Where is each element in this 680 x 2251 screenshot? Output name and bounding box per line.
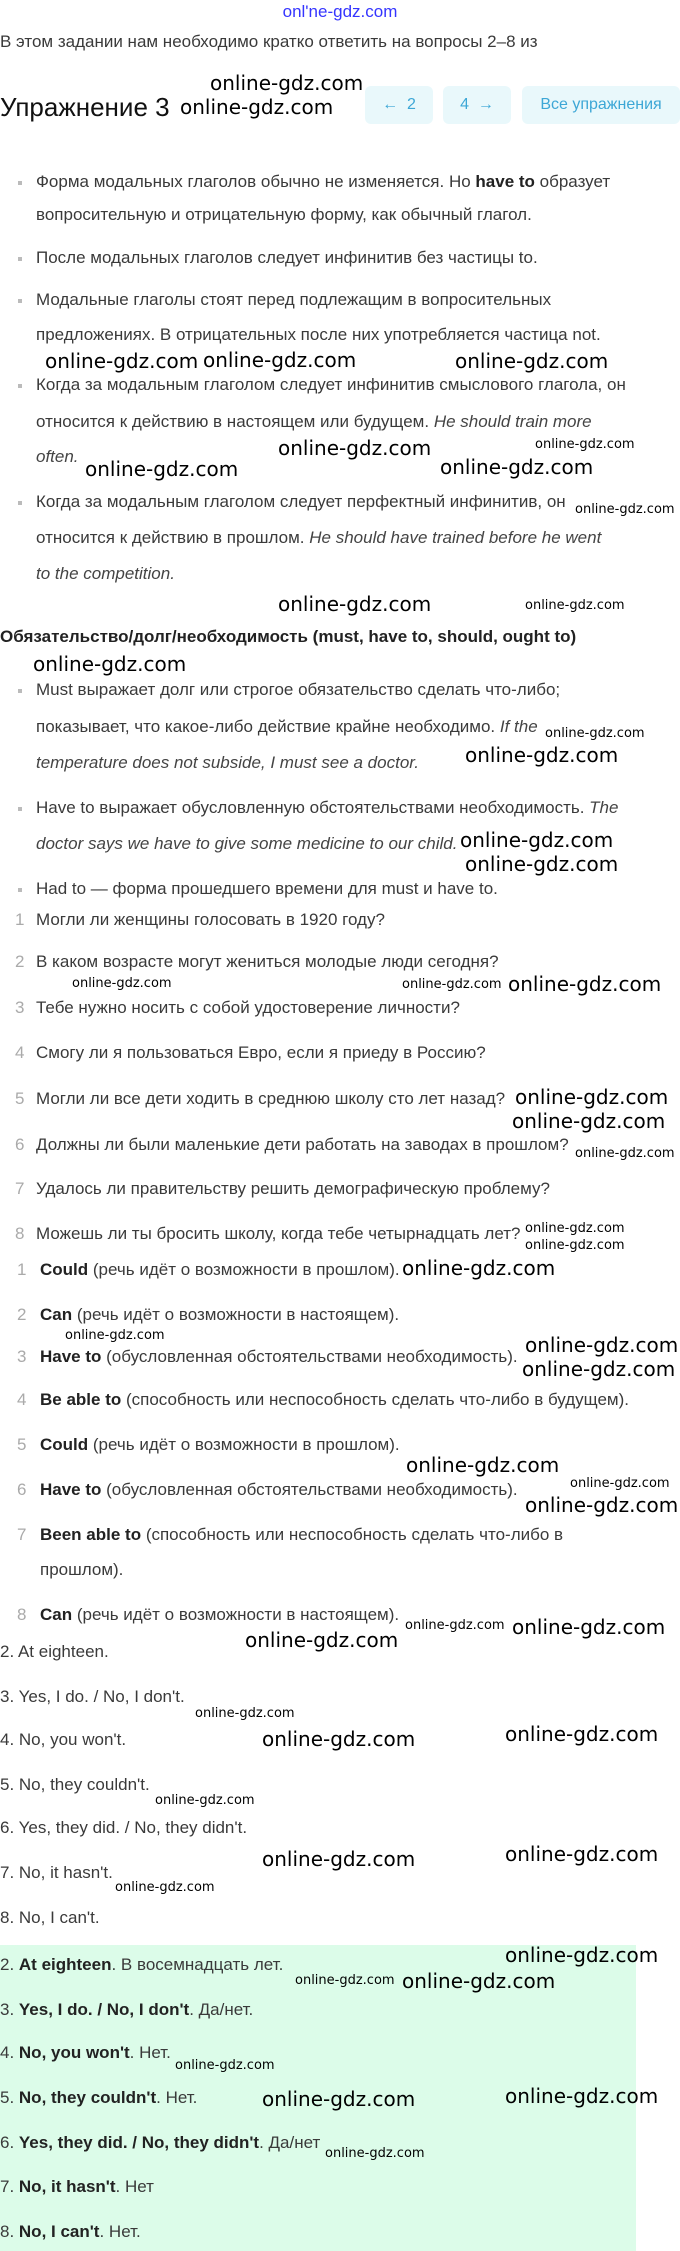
translated-answer-item [0,2176,154,2198]
text-segment: No, you won't [18,2043,130,2062]
text-segment: образует [534,172,611,191]
watermark: online-gdz.com [525,1238,625,1253]
watermark: online-gdz.com [505,1722,659,1746]
text-segment: If the [499,717,538,736]
watermark: online-gdz.com [402,1969,556,1993]
bullet-icon [18,384,22,388]
all-exercises-button[interactable]: Все упражнения [522,86,680,124]
bullet-icon [18,888,22,892]
question-item: Могли ли все дети ходить в среднюю школу сто лет назад? [36,1089,506,1108]
text-segment: относится к действию в настоящем или будущем. [36,412,434,431]
short-answer-item: 8. No, I can't. [0,1908,100,1927]
bullet-icon [18,501,22,505]
text-segment: (способность или неспособность сделать что-либо в [141,1525,564,1544]
text-segment: No, I can't [18,2222,100,2241]
watermark: online-gdz.com [85,457,239,481]
site-watermark: onl'ne-gdz.com [282,2,398,21]
section-heading: Обязательство/долг/необходимость (must, have to, should, ought to) [0,627,577,646]
watermark: online-gdz.com [406,1453,560,1477]
text-segment: temperature does not subside, I must see a doctor. [36,753,420,772]
modal-answer-item [40,1479,518,1501]
translated-answer-item [0,2087,197,2109]
list-number: 1 [15,910,25,929]
modal-answer-item [40,1346,518,1368]
text-segment: The [589,798,619,817]
text-segment: Форма модальных глаголов обычно не изменяется. Но [36,172,476,191]
modal-answer-item [40,1604,399,1626]
prev-exercise-label: 2 [406,96,416,113]
watermark: online-gdz.com [262,1847,416,1871]
watermark: online-gdz.com [575,1146,675,1161]
watermark: online-gdz.com [405,1618,505,1633]
bullet-icon [18,689,22,693]
list-number: 8 [17,1605,27,1624]
text-segment: . Нет. [156,2088,198,2107]
text-segment: 3. [0,2000,19,2019]
text-segment: At eighteen [18,1955,112,1974]
rule-line [36,491,566,513]
watermark: online-gdz.com [575,502,675,517]
translated-answer-item [0,2221,141,2243]
watermark: online-gdz.com [262,2087,416,2111]
rule-line [36,247,538,269]
text-segment: No, it hasn't [18,2177,116,2196]
watermark: online-gdz.com [195,1706,295,1721]
text-segment: Модальные глаголы стоят перед подлежащим в вопросительных [36,290,552,309]
text-segment: (речь идёт о возможности в настоящем). [72,1305,400,1324]
text-segment: . Нет. [129,2043,171,2062]
text-segment: Can [40,1605,73,1624]
text-segment: . Да/нет. [189,2000,254,2019]
text-segment: относится к действию в прошлом. [36,528,310,547]
rule-line [36,289,551,311]
watermark: online-gdz.com [512,1109,666,1133]
modal-answer-item [40,1524,563,1546]
text-segment: . Нет. [99,2222,141,2241]
watermark: online-gdz.com [440,455,594,479]
watermark: online-gdz.com [505,1943,659,1967]
text-segment: После модальных глаголов следует инфинитив без частицы to. [36,248,538,267]
arrow-right-icon: → [477,96,494,113]
short-answer-item: 5. No, they couldn't. [0,1775,150,1794]
rule-line [36,411,592,433]
question-item: Смогу ли я пользоваться Евро, если я приеду в Россию? [36,1043,486,1062]
text-segment: . Нет [115,2177,154,2196]
text-segment: 8. [0,2222,19,2241]
next-exercise-button[interactable] [443,86,511,124]
short-answer-item: 4. No, you won't. [0,1730,127,1749]
text-segment: 4. [0,2043,19,2062]
modal-answer-item [40,1304,399,1326]
list-number: 8 [15,1224,25,1243]
watermark: online-gdz.com [278,436,432,460]
text-segment: Been able to [40,1525,142,1544]
text-segment: (речь идёт о возможности в прошлом). [88,1435,400,1454]
text-segment: (способность или неспособность сделать что-либо в будущем). [121,1390,629,1409]
translated-answer-item [0,2132,320,2154]
text-segment: Have to [40,1480,102,1499]
modal-answer-item [40,1559,123,1581]
watermark: online-gdz.com [505,1842,659,1866]
watermark: online-gdz.com [508,972,662,996]
list-number: 7 [15,1179,25,1198]
translated-answer-item [0,2042,171,2064]
watermark: online-gdz.com [203,348,357,372]
text-segment: Когда за модальным глаголом следует инфинитив смыслового глагола, он [36,375,626,394]
rule-line [36,171,610,193]
bullet-icon [18,299,22,303]
text-segment: Be able to [40,1390,122,1409]
watermark: online-gdz.com [545,726,645,741]
rule-line [36,204,532,226]
obligation-line [36,878,498,900]
bullet-icon [18,181,22,185]
watermark: online-gdz.com [515,1085,669,1109]
list-number: 6 [17,1480,27,1499]
text-segment: (обусловленная обстоятельствами необходимость). [101,1347,518,1366]
obligation-line [36,752,419,774]
translated-answer-item [0,1954,283,1976]
arrow-left-icon: ← [382,96,399,113]
question-item: Могли ли женщины голосовать в 1920 году? [36,910,385,929]
text-segment: Have to [40,1347,102,1366]
modal-answer-item [40,1434,400,1456]
text-segment: . В восемнадцать лет. [111,1955,284,1974]
intro-text: В этом задании нам необходимо кратко ответить на вопросы 2–8 из [0,32,538,51]
text-segment: (обусловленная обстоятельствами необходимость). [101,1480,518,1499]
watermark: online-gdz.com [455,349,609,373]
list-number: 4 [15,1043,25,1062]
rule-line [36,374,626,396]
text-segment: 6. [0,2133,19,2152]
watermark: online-gdz.com [570,1476,670,1491]
text-segment: прошлом). [40,1560,124,1579]
question-item: Можешь ли ты бросить школу, когда тебе четырнадцать лет? [36,1224,521,1243]
text-segment: . Да/нет [259,2133,321,2152]
watermark: online-gdz.com [295,1973,395,1988]
next-exercise-label: 4 [460,96,469,113]
text-segment: often. [36,447,79,466]
text-segment: have to [475,172,535,191]
question-item: Тебе нужно носить с собой удостоверение личности? [36,998,460,1017]
watermark: online-gdz.com [72,976,172,991]
short-answer-item: 2. At eighteen. [0,1642,109,1661]
text-segment: to the competition. [36,564,175,583]
text-segment: doctor says we have to give some medicine to our child. [36,834,458,853]
watermark: online-gdz.com [460,828,614,852]
question-item: В каком возрасте могут жениться молодые люди сегодня? [36,952,499,971]
text-segment: Yes, they did. / No, they didn't [18,2133,260,2152]
watermark: online-gdz.com [115,1880,215,1895]
text-segment: Could [40,1260,89,1279]
question-item: Удалось ли правительству решить демографическую проблему? [36,1179,550,1198]
watermark: online-gdz.com [175,2058,275,2073]
obligation-line [36,797,618,819]
rule-line [36,527,601,549]
question-item: Должны ли были маленькие дети работать на заводах в прошлом? [36,1135,569,1154]
watermark: online-gdz.com [505,2084,659,2108]
watermark: online-gdz.com [402,1256,556,1280]
text-segment: 2. [0,1955,19,1974]
bullet-icon [18,807,22,811]
watermark: online-gdz.com [465,743,619,767]
watermark: online-gdz.com [180,95,334,119]
prev-exercise-button[interactable] [365,86,433,124]
text-segment: Must выражает долг или строгое обязательство сделать что-либо; [36,680,561,699]
text-segment: Have to выражает обусловленную обстоятельствами необходимость. [36,798,590,817]
bullet-icon [18,257,22,261]
list-number: 3 [17,1347,27,1366]
watermark: online-gdz.com [45,349,199,373]
short-answer-item: 3. Yes, I do. / No, I don't. [0,1687,185,1706]
text-segment: показывает, что какое-либо действие крайне необходимо. [36,717,500,736]
text-segment: He should have trained before he went [309,528,602,547]
list-number: 5 [15,1089,25,1108]
watermark: online-gdz.com [278,592,432,616]
obligation-line [36,833,457,855]
watermark: online-gdz.com [522,1357,676,1381]
watermark: online-gdz.com [525,1493,679,1517]
text-segment: (речь идёт о возможности в настоящем). [72,1605,400,1624]
watermark: online-gdz.com [33,652,187,676]
list-number: 5 [17,1435,27,1454]
watermark: online-gdz.com [402,977,502,992]
text-segment: He should train more [433,412,592,431]
text-segment: вопросительную и отрицательную форму, как обычный глагол. [36,205,532,224]
list-number: 4 [17,1390,27,1409]
text-segment: Yes, I do. / No, I don't [18,2000,190,2019]
obligation-line [36,716,538,738]
list-number: 6 [15,1135,25,1154]
text-segment: Can [40,1305,73,1324]
page-title: Упражнение 3 [0,92,170,122]
modal-answer-item [40,1259,400,1281]
rule-line [36,563,175,585]
watermark: online-gdz.com [525,1333,679,1357]
modal-answer-item [40,1389,629,1411]
text-segment: (речь идёт о возможности в прошлом). [88,1260,400,1279]
text-segment: No, they couldn't [18,2088,157,2107]
rule-line [36,446,79,468]
text-segment: предложениях. В отрицательных после них употребляется частица not. [36,325,601,344]
watermark: online-gdz.com [262,1727,416,1751]
watermark: online-gdz.com [245,1628,399,1652]
list-number: 1 [17,1260,27,1279]
watermark: online-gdz.com [210,71,364,95]
text-segment: Had to — форма прошедшего времени для must и have to. [36,879,498,898]
list-number: 2 [17,1305,27,1324]
text-segment: 5. [0,2088,19,2107]
obligation-line [36,679,560,701]
short-answer-item: 7. No, it hasn't. [0,1863,113,1882]
text-segment: 7. [0,2177,19,2196]
watermark: online-gdz.com [325,2146,425,2161]
list-number: 2 [15,952,25,971]
list-number: 3 [15,998,25,1017]
watermark: online-gdz.com [155,1793,255,1808]
rule-line [36,324,601,346]
watermark: online-gdz.com [65,1328,165,1343]
short-answer-item: 6. Yes, they did. / No, they didn't. [0,1818,248,1837]
watermark: online-gdz.com [525,598,625,613]
text-segment: Could [40,1435,89,1454]
watermark: online-gdz.com [465,852,619,876]
watermark: online-gdz.com [525,1221,625,1236]
watermark: online-gdz.com [535,437,635,452]
list-number: 7 [17,1525,27,1544]
text-segment: Когда за модальным глаголом следует перфектный инфинитив, он [36,492,566,511]
watermark: online-gdz.com [512,1615,666,1639]
translated-answer-item [0,1999,253,2021]
